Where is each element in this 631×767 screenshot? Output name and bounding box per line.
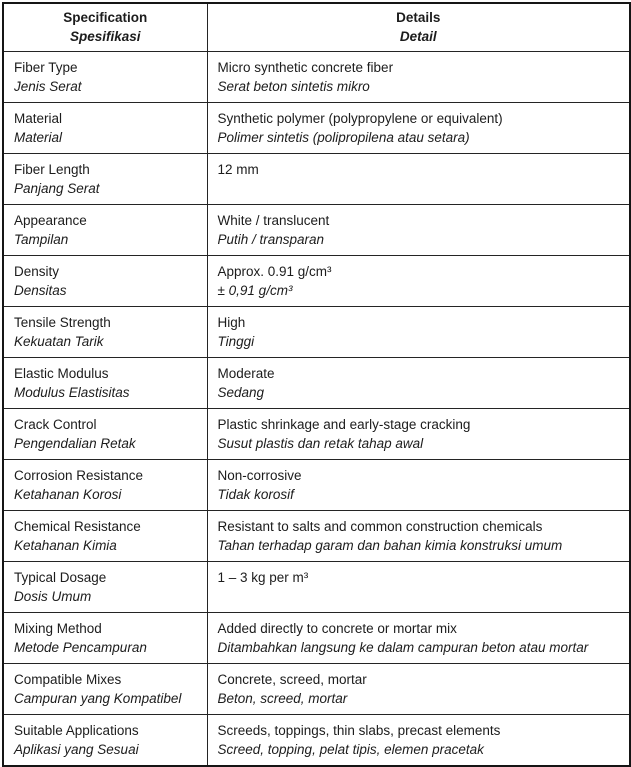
spec-cell-appearance	[3, 204, 207, 255]
table-row	[3, 51, 630, 102]
detail-cell-fiber-type	[207, 51, 630, 102]
spec-label-en: Chemical Resistance	[14, 518, 141, 534]
spec-label-en: Mixing Method	[14, 620, 102, 636]
spec-label-id: Ketahanan Kimia	[14, 537, 117, 553]
detail-cell-chemical-resistance	[207, 510, 630, 561]
spec-label-en: Material	[14, 110, 63, 126]
detail-text-id: Putih / transparan	[217, 231, 325, 247]
spec-cell-mixing-method	[3, 612, 207, 663]
detail-text-id: Polimer sintetis (polipropilena atau setara)	[217, 129, 470, 145]
detail-text-en: Concrete, screed, mortar	[217, 671, 367, 687]
detail-cell-mixing-method	[207, 612, 630, 663]
spec-cell-chemical-resistance	[3, 510, 207, 561]
header-specification-en: Specification	[63, 10, 148, 26]
table-row	[3, 306, 630, 357]
table-row	[3, 357, 630, 408]
detail-text-id: Serat beton sintetis mikro	[217, 78, 370, 94]
spec-label-en: Corrosion Resistance	[14, 467, 144, 483]
detail-cell-crack-control	[207, 408, 630, 459]
spec-cell-crack-control	[3, 408, 207, 459]
detail-text-id: Tinggi	[217, 333, 255, 349]
spec-label-en: Compatible Mixes	[14, 671, 122, 687]
spec-cell-fiber-type	[3, 51, 207, 102]
detail-cell-typical-dosage	[207, 561, 630, 612]
spec-cell-fiber-length	[3, 153, 207, 204]
spec-label-en: Crack Control	[14, 416, 97, 432]
detail-text-en: 12 mm	[217, 161, 259, 177]
spec-label-id: Tampilan	[14, 231, 69, 247]
spec-label-en: Fiber Length	[14, 161, 90, 177]
table-row	[3, 204, 630, 255]
detail-text-id: Ditambahkan langsung ke dalam campuran beton atau mortar	[217, 639, 589, 655]
spec-label-id: Dosis Umum	[14, 588, 92, 604]
spec-label-en: Tensile Strength	[14, 314, 111, 330]
table-row	[3, 714, 630, 766]
spec-label-id: Pengendalian Retak	[14, 435, 136, 451]
detail-text-en: White / translucent	[217, 212, 330, 228]
header-cell-specification	[3, 3, 207, 51]
detail-text-en: Synthetic polymer (polypropylene or equivalent)	[217, 110, 503, 126]
detail-cell-fiber-length	[207, 153, 630, 204]
spec-label-en: Density	[14, 263, 60, 279]
spec-cell-corrosion-resistance	[3, 459, 207, 510]
detail-cell-appearance	[207, 204, 630, 255]
spec-label-en: Appearance	[14, 212, 87, 228]
spec-label-id: Campuran yang Kompatibel	[14, 690, 182, 706]
header-details-id: Detail	[399, 29, 437, 45]
spec-label-id: Metode Pencampuran	[14, 639, 147, 655]
spec-label-en: Typical Dosage	[14, 569, 107, 585]
spec-cell-tensile-strength	[3, 306, 207, 357]
table-header-row	[3, 3, 630, 51]
table-row	[3, 612, 630, 663]
table-row	[3, 255, 630, 306]
detail-text-en: 1 – 3 kg per m³	[217, 569, 309, 585]
table-row	[3, 408, 630, 459]
spec-label-en: Elastic Modulus	[14, 365, 109, 381]
detail-text-id: Susut plastis dan retak tahap awal	[217, 435, 424, 451]
detail-text-en: Micro synthetic concrete fiber	[217, 59, 394, 75]
spec-cell-typical-dosage	[3, 561, 207, 612]
spec-label-id: Jenis Serat	[14, 78, 82, 94]
spec-label-id: Densitas	[14, 282, 67, 298]
detail-cell-elastic-modulus	[207, 357, 630, 408]
detail-text-en: Screeds, toppings, thin slabs, precast elements	[217, 722, 501, 738]
spec-label-id: Ketahanan Korosi	[14, 486, 122, 502]
spec-cell-density	[3, 255, 207, 306]
detail-cell-corrosion-resistance	[207, 459, 630, 510]
table-row	[3, 663, 630, 714]
spec-label-id: Panjang Serat	[14, 180, 100, 196]
table-row	[3, 561, 630, 612]
header-details-en: Details	[396, 10, 441, 26]
table-row	[3, 510, 630, 561]
spec-cell-compatible-mixes	[3, 663, 207, 714]
detail-text-id: Screed, topping, pelat tipis, elemen pracetak	[217, 741, 484, 757]
detail-cell-material	[207, 102, 630, 153]
detail-text-en: Approx. 0.91 g/cm³	[217, 263, 332, 279]
detail-text-en: Resistant to salts and common construction chemicals	[217, 518, 543, 534]
detail-text-en: Non-corrosive	[217, 467, 302, 483]
detail-cell-density	[207, 255, 630, 306]
detail-text-en: Added directly to concrete or mortar mix	[217, 620, 457, 636]
detail-cell-compatible-mixes	[207, 663, 630, 714]
detail-text-en: Plastic shrinkage and early-stage cracking	[217, 416, 471, 432]
detail-text-id: Beton, screed, mortar	[217, 690, 348, 706]
detail-cell-tensile-strength	[207, 306, 630, 357]
header-cell-details	[207, 3, 630, 51]
table-row	[3, 459, 630, 510]
spec-label-en: Fiber Type	[14, 59, 78, 75]
detail-text-id: ± 0,91 g/cm³	[217, 282, 293, 298]
detail-text-id: Tidak korosif	[217, 486, 294, 502]
spec-label-id: Material	[14, 129, 63, 145]
table-row	[3, 102, 630, 153]
spec-label-id: Aplikasi yang Sesuai	[14, 741, 139, 757]
detail-text-id: Sedang	[217, 384, 265, 400]
spec-label-id: Kekuatan Tarik	[14, 333, 104, 349]
table-row	[3, 153, 630, 204]
detail-cell-suitable-applications	[207, 714, 630, 766]
spec-cell-suitable-applications	[3, 714, 207, 766]
spec-label-id: Modulus Elastisitas	[14, 384, 130, 400]
detail-text-id: Tahan terhadap garam dan bahan kimia konstruksi umum	[217, 537, 563, 553]
header-specification-id: Spesifikasi	[69, 29, 141, 45]
spec-label-en: Suitable Applications	[14, 722, 139, 738]
detail-text-en: High	[217, 314, 246, 330]
specification-table	[2, 2, 631, 767]
detail-text-en: Moderate	[217, 365, 275, 381]
spec-cell-elastic-modulus	[3, 357, 207, 408]
spec-cell-material	[3, 102, 207, 153]
